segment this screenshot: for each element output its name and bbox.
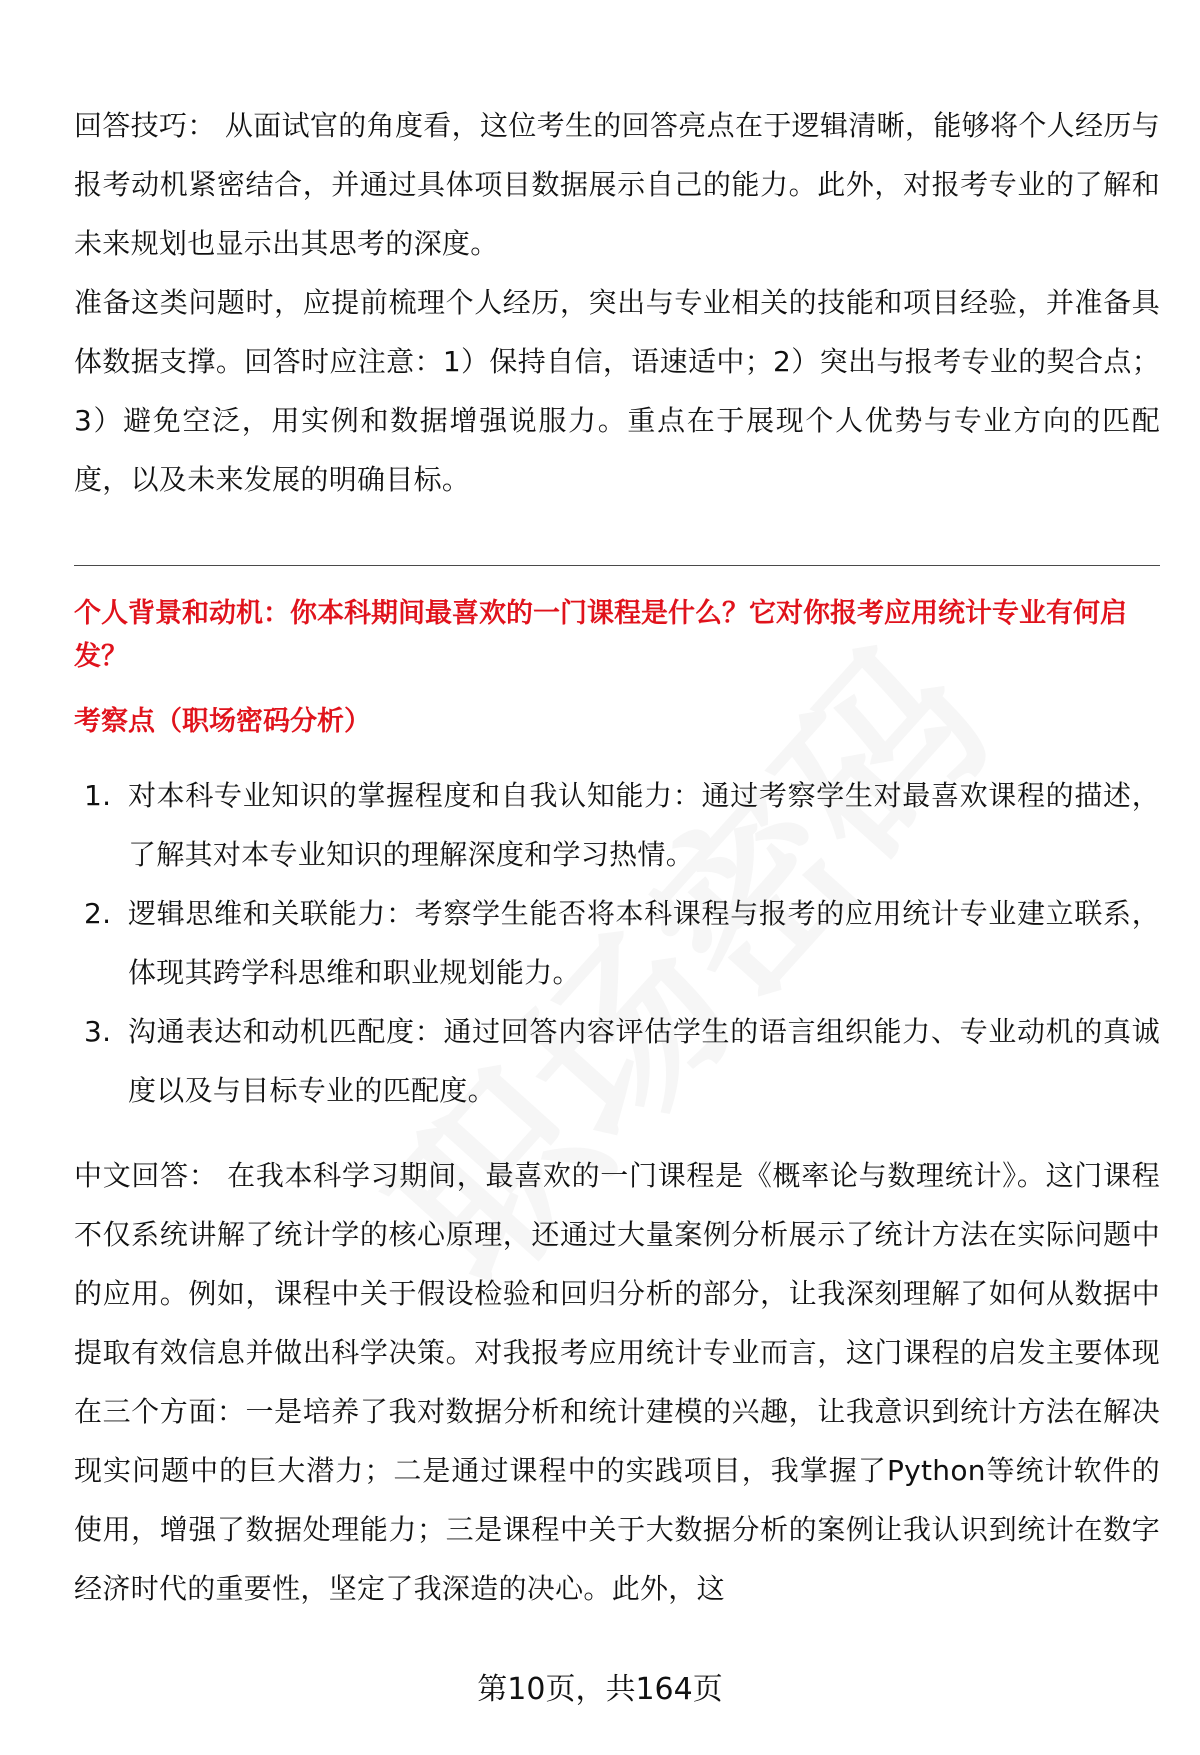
list-item-text: 逻辑思维和关联能力：考察学生能否将本科课程与报考的应用统计专业建立联系，体现其跨学科思维和职业规划能力。 — [128, 897, 1160, 989]
tips-paragraph: 回答技巧： 从面试官的角度看，这位考生的回答亮点在于逻辑清晰，能够将个人经历与报考动机紧密结合，并通过具体项目数据展示自己的能力。此外，对报考专业的了解和未来规划也显示出其思考的深度。 — [74, 109, 1160, 260]
list-item — [74, 1002, 1160, 1120]
list-item-number: 1. — [84, 779, 112, 812]
assessment-points-list — [74, 766, 1160, 1120]
list-item — [74, 884, 1160, 1002]
list-item-text: 对本科专业知识的掌握程度和自我认知能力：通过考察学生对最喜欢课程的描述，了解其对本专业知识的理解深度和学习热情。 — [128, 779, 1160, 871]
list-item-text: 沟通表达和动机匹配度：通过回答内容评估学生的语言组织能力、专业动机的真诚度以及与目标专业的匹配度。 — [128, 1015, 1160, 1107]
page-number-footer: 第10页，共164页 — [477, 1672, 723, 1707]
document-body — [74, 96, 1160, 1618]
list-item — [74, 766, 1160, 884]
assessment-points-heading: 考察点（职场密码分析） — [74, 706, 371, 737]
section-divider — [74, 565, 1160, 566]
answer-paragraph: 中文回答： 在我本科学习期间，最喜欢的一门课程是《概率论与数理统计》。这门课程不仅系统讲解了统计学的核心原理，还通过大量案例分析展示了统计方法在实际问题中的应用。例如，课程中关于假设检验和回归分析的部分，让我深刻理解了如何从数据中提取有效信息并做出科学决策。对我报考应用统计专业而言，这门课程的启发主要体现在三个方面：一是培养了我对数据分析和统计建模的兴趣，让我意识到统计方法在解决现实问题中的巨大潜力；二是通过课程中的实践项目，我掌握了Python等统计软件的使用，增强了数据处理能力；三是课程中关于大数据分析的案例让我认识到统计在数字经济时代的重要性，坚定了我深造的决心。此外，这 — [74, 1159, 1160, 1605]
list-item-number: 3. — [84, 1015, 112, 1048]
question-title: 个人背景和动机：你本科期间最喜欢的一门课程是什么？它对你报考应用统计专业有何启发？ — [74, 598, 1127, 672]
tips-paragraph-2: 准备这类问题时，应提前梳理个人经历，突出与专业相关的技能和项目经验，并准备具体数据支撑。回答时应注意：1）保持自信，语速适中；2）突出与报考专业的契合点；3）避免空泛，用实例和数据增强说服力。重点在于展现个人优势与专业方向的匹配度，以及未来发展的明确目标。 — [74, 286, 1160, 496]
list-item-number: 2. — [84, 897, 112, 930]
